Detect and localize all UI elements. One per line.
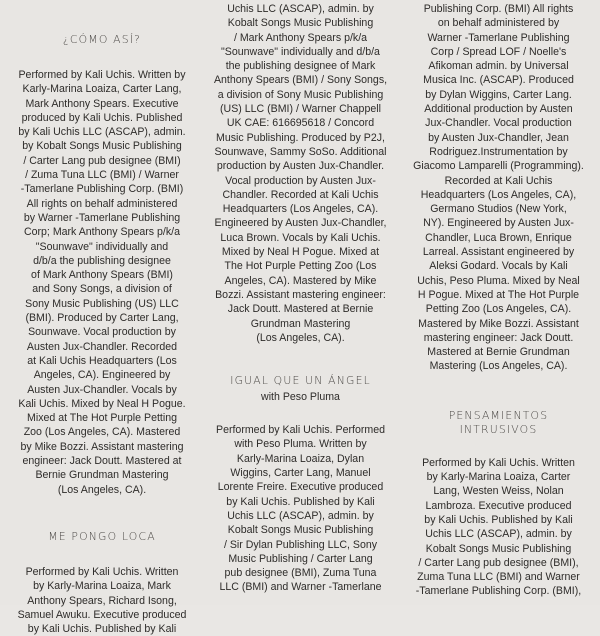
track-credits-igual-que-un-angel-cont: Publishing Corp. (BMI) All rights on behalf administered by Warner -Tamerlane Publishing Corp / Spread LOF / Noelle's Afikoman admin. by Universal Musica Inc. (ASCAP). Produced by Dylan Wiggins, Carter Lang. Additional production by Austen Jux-Chandler. Vocal production by Austen Jux-Chandler, Jean Rodriguez.Instrumentation by Giacomo Lamparelli (Programming). Recorded at Kali Uchis Headquarters (Los Angeles, CA), Germano Studios (New York, NY). Engineered by Austen Jux- Chandler, Luca Brown, Enrique Larreal. Assistant engineered by Aleksi Godard. Vocals by Kali Uchis, Peso Pluma. Mixed by Neal H Pogue. Mixed at The Hot Purple Petting Zoo (Los Angeles, CA). Mastered by Mike Bozzi. Assistant mastering engineer: Jack Doutt. Mastered at Bernie Grundman Mastering (Los Angeles, CA). xyxy=(413,3,584,373)
track-credits-pensamientos-intrusivos: Performed by Kali Uchis. Written by Karly-Marina Loaiza, Carter Lang, Westen Weiss, Nolan Lambroza. Executive produced by Kali Uchis. Published by Kali Uchis LLC (ASCAP), admin. by Kobalt Songs Music Publishing / Carter Lang pub designee (BMI), Zuma Tuna LLC (BMI) and Warner -Tamerlane Publishing Corp. (BMI), xyxy=(415,456,582,598)
column-right xyxy=(400,0,597,599)
track-credits-me-pongo-loca-cont: Uchis LLC (ASCAP), admin. by Kobalt Songs Music Publishing / Mark Anthony Spears p/k/a "Sounwave" individually and d/b/a the publishing designee of Mark Anthony Spears (BMI) / Sony Songs, a division of Sony Music Publishing (US) LLC (BMI) / Warner Chappell UK CAE: 616695618 / Concord Music Publishing. Produced by P2J, Sounwave, Sammy SoSo. Additional production by Austen Jux-Chandler. Vocal production by Austen Jux- Chandler. Recorded at Kali Uchis Headquarters (Los Angeles, CA). Engineered by Austen Jux-Chandler, Luca Brown. Vocals by Kali Uchis. Mixed by Neal H Pogue. Mixed at The Hot Purple Petting Zoo (Los Angeles, CA). Mastered by Mike Bozzi. Assistant mastering engineer: Jack Doutt. Mastered at Bernie Grundman Mastering (Los Angeles, CA). xyxy=(213,3,388,344)
track-featuring: with Peso Pluma xyxy=(261,391,340,404)
column-left xyxy=(3,0,201,636)
column-middle xyxy=(209,0,392,595)
track-credits-igual-que-un-angel: Performed by Kali Uchis. Performed with Peso Pluma. Written by Karly-Marina Loaiza, Dylan Wiggins, Carter Lang, Manuel Lorente Freire. Executive produced by Kali Uchis. Published by Kali Uchis LLC (ASCAP), admin. by Kobalt Songs Music Publishing / Sir Dylan Publishing LLC, Sony Music Publishing / Carter Lang pub designee (BMI), Zuma Tuna LLC (BMI) and Warner -Tamerlane xyxy=(216,424,385,594)
track-credits-como-asi: Performed by Kali Uchis. Written by Karly-Marina Loaiza, Carter Lang, Mark Anthony Spears. Executive produced by Kali Uchis. Published by Kali Uchis LLC (ASCAP), admin. by Kobalt Songs Music Publishing / Carter Lang pub designee (BMI) / Zuma Tuna LLC (BMI) / Warner -Tamerlane Publishing Corp. (BMI) All rights on behalf administered by Warner -Tamerlane Publishing Corp; Mark Anthony Spears p/k/a "Sounwave" individually and d/b/a the publishing designee of Mark Anthony Spears (BMI) and Sony Songs, a division of Sony Music Publishing (US) LLC (BMI). Produced by Carter Lang, Sounwave. Vocal production by Austen Jux-Chandler. Recorded at Kali Uchis Headquarters (Los Angeles, CA). Engineered by Austen Jux-Chandler. Vocals by Kali Uchis. Mixed by Neal H Pogue. Mixed at The Hot Purple Petting Zoo (Los Angeles, CA). Mastered by Mike Bozzi. Assistant mastering engineer: Jack Doutt. Mastered at Bernie Grundman Mastering (Los Angeles, CA). xyxy=(18,69,186,496)
track-title-me-pongo-loca: ME PONGO LOCA xyxy=(48,529,156,543)
track-credits-me-pongo-loca: Performed by Kali Uchis. Written by Karly-Marina Loaiza, Mark Anthony Spears, Richard Isong, Samuel Awuku. Executive produced by Kali Uchis. Published by Kali xyxy=(17,565,187,636)
track-title-pensamientos-intrusivos: PENSAMIENTOS INTRUSIVOS xyxy=(448,408,549,436)
track-title-igual-que-un-angel: IGUAL QUE UN ÁNGEL xyxy=(230,374,371,388)
track-title-como-asi: ¿CÓMO ASÍ? xyxy=(62,33,142,46)
